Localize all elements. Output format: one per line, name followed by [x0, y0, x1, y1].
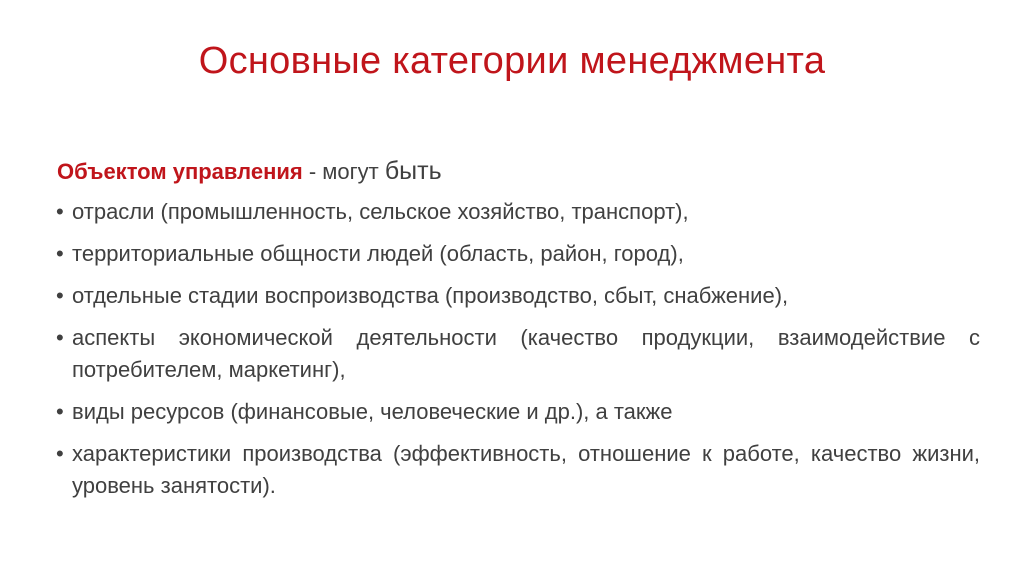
list-item	[57, 438, 980, 502]
bullet-icon: •	[56, 199, 64, 224]
list-item	[57, 238, 980, 270]
bullet-list	[57, 196, 980, 502]
slide-content	[57, 155, 980, 512]
bullet-icon: •	[56, 241, 64, 266]
slide-title: Основные категории менеджмента	[198, 40, 826, 82]
list-item-text: территориальные общности людей (область, район, город),	[72, 241, 684, 266]
list-item-text: отрасли (промышленность, сельское хозяйство, транспорт),	[72, 199, 689, 224]
intro-accent: Объектом управления	[57, 159, 303, 184]
list-item	[57, 322, 980, 386]
list-item	[57, 396, 980, 428]
list-item-text: характеристики производства (эффективность, отношение к работе, качество жизни, уровень занятости).	[72, 441, 980, 498]
list-item-text: виды ресурсов (финансовые, человеческие и др.), а также	[72, 399, 673, 424]
list-item-text: отдельные стадии воспроизводства (производство, сбыт, снабжение),	[72, 283, 789, 308]
bullet-icon: •	[56, 283, 64, 308]
bullet-icon: •	[56, 325, 64, 350]
bullet-icon: •	[56, 441, 64, 466]
intro-big-word: быть	[384, 157, 442, 185]
list-item	[57, 196, 980, 228]
list-item	[57, 280, 980, 312]
bullet-icon: •	[56, 399, 64, 424]
intro-rest: - могут	[302, 159, 385, 184]
intro-line	[57, 155, 980, 188]
list-item-text: аспекты экономической деятельности (качество продукции, взаимодействие с потребителем, маркетинг),	[72, 325, 980, 382]
